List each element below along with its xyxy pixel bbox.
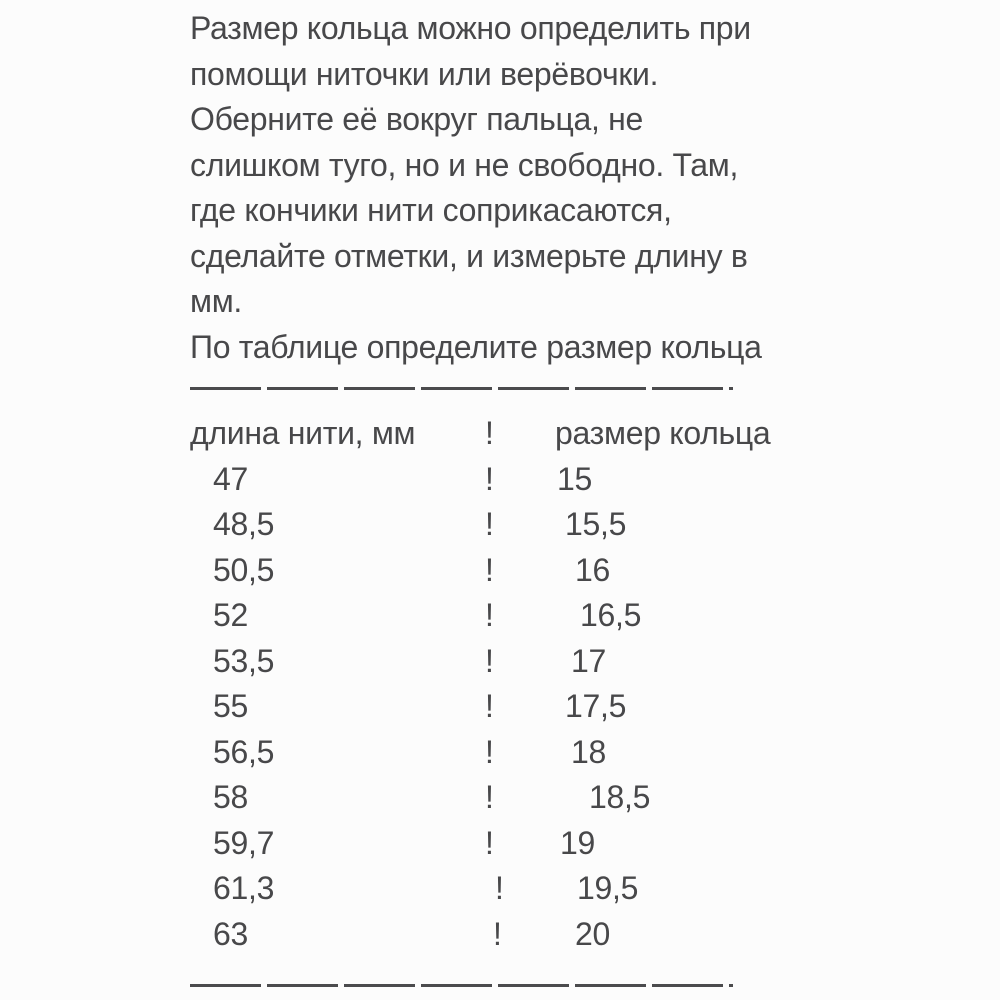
table-row <box>190 593 1000 639</box>
length-cell: 52 <box>213 597 248 634</box>
column-separator: ! <box>485 597 494 634</box>
length-cell: 47 <box>213 460 248 497</box>
column-separator: ! <box>485 733 494 770</box>
table-row <box>190 821 1000 867</box>
column-separator: ! <box>485 506 494 543</box>
table-row <box>190 730 1000 776</box>
length-cell: 61,3 <box>213 870 275 907</box>
table-row <box>190 775 1000 821</box>
size-cell: 15 <box>557 460 592 497</box>
column-separator: ! <box>485 642 494 679</box>
header-length-label: длина нити, мм <box>190 415 416 452</box>
table-divider-top <box>190 387 733 390</box>
intro-line: помощи ниточки или верёвочки. <box>190 55 659 92</box>
size-cell: 17 <box>571 642 606 679</box>
column-separator: ! <box>485 779 494 816</box>
length-cell: 48,5 <box>213 506 275 543</box>
table-row <box>190 912 1000 958</box>
table-row <box>190 457 1000 503</box>
intro-line: Размер кольца можно определить при <box>190 10 751 46</box>
intro-line: мм. <box>190 283 242 319</box>
length-cell: 56,5 <box>213 733 275 770</box>
table-row <box>190 548 1000 594</box>
column-separator: ! <box>485 551 494 588</box>
ring-size-table <box>190 411 1000 957</box>
length-cell: 50,5 <box>213 551 275 588</box>
size-cell: 18,5 <box>589 779 651 816</box>
intro-line: слишком туго, но и не свободно. Там, <box>190 146 739 183</box>
size-cell: 18 <box>571 733 606 770</box>
size-cell: 19 <box>560 824 595 861</box>
column-separator: ! <box>495 870 504 907</box>
size-cell: 15,5 <box>565 506 627 543</box>
table-divider-bottom <box>190 984 733 987</box>
intro-line: Оберните её вокруг пальца, не <box>190 101 644 137</box>
intro-paragraph <box>190 6 770 370</box>
length-cell: 59,7 <box>213 824 275 861</box>
length-cell: 58 <box>213 779 248 816</box>
intro-line: По таблице определите размер кольца <box>190 328 762 365</box>
table-row <box>190 502 1000 548</box>
column-separator: ! <box>485 415 494 452</box>
intro-line: где кончики нити соприкасаются, <box>190 192 672 228</box>
table-row <box>190 639 1000 685</box>
size-cell: 16,5 <box>580 597 642 634</box>
column-separator: ! <box>485 460 494 497</box>
column-separator: ! <box>485 688 494 725</box>
table-row <box>190 866 1000 912</box>
table-row <box>190 684 1000 730</box>
header-size-label: размер кольца <box>555 415 771 452</box>
length-cell: 63 <box>213 915 248 952</box>
length-cell: 55 <box>213 688 248 725</box>
size-cell: 17,5 <box>565 688 627 725</box>
size-cell: 19,5 <box>577 870 639 907</box>
column-separator: ! <box>485 824 494 861</box>
size-cell: 16 <box>575 551 610 588</box>
intro-line: сделайте отметки, и измерьте длину в <box>190 237 748 274</box>
length-cell: 53,5 <box>213 642 275 679</box>
size-cell: 20 <box>575 915 610 952</box>
table-header-row <box>190 411 1000 457</box>
column-separator: ! <box>493 915 502 952</box>
